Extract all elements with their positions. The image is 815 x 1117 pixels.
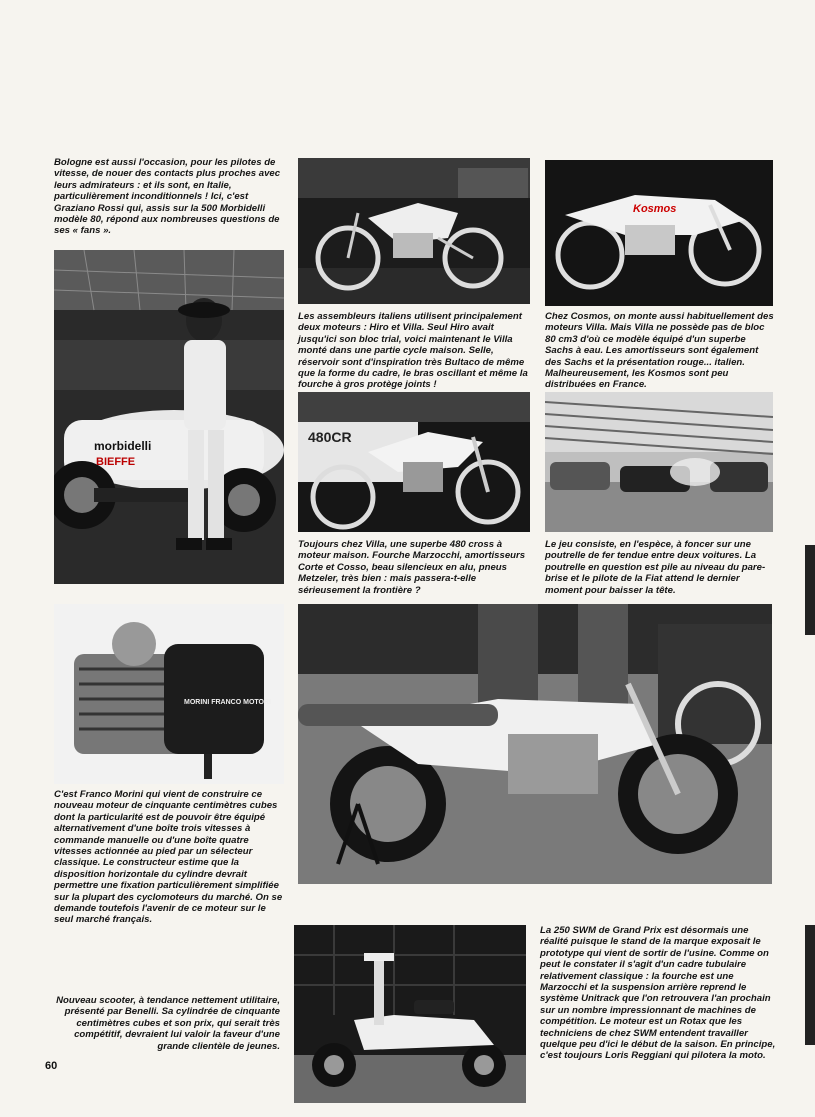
caption-villa: Toujours chez Villa, une superbe 480 cross à moteur maison. Fourche Marzocchi, amortisseurs Corte et Cosso, beau silencieux en alu, pneus Metzeler, très bien : mais passera-t-elle sérieusement la frontière ? xyxy=(298,539,526,596)
photo-label-kosmos: Kosmos xyxy=(633,203,677,215)
page-number: 60 xyxy=(45,1060,58,1072)
edge-strip-2 xyxy=(805,925,815,1045)
photo-label-morini: MORINI FRANCO MOTORI xyxy=(184,699,271,706)
photo-label-villa480: 480CR xyxy=(308,429,352,445)
photo-villa-480-cross xyxy=(298,392,530,532)
photo-label-bieffe: BIEFFE xyxy=(96,456,136,468)
caption-morini: C'est Franco Morini qui vient de construire ce nouveau moteur de cinquante centimètres cubes dont la particularité est de pouvoir être équipé alternativement d'une boîte trois vitesses à commande manuelle ou d'une boîte quatre vitesses actionnée au pied par un sélecteur classique. Le constructeur estime que la disposition horizontale du cylindre devrait permettre une fixation particulièrement simplifiée sur la plupart des cyclomoteurs du marché. On se demande toutefois l'avenir de ce moteur sur le seul marché français. xyxy=(54,789,283,926)
caption-swm: La 250 SWM de Grand Prix est désormais une réalité puisque le stand de la marque exposait le prototype qui vient de sortir de l'usine. Comme on peut le constater il s'agit d'un cadre tubulaire relativement classique : la fourche est une Marzocchi et la suspension arrière reprend le système Unitrack que l'on retrouvera l'an prochain sur un nombre impressionnant de machines de compétition. Le moteur est un Rotax que les techniciens de chez SWM entendent travailler quelque peu d'ici le début de la saison. En principe, c'est toujours Loris Reggiani qui pilotera la moto. xyxy=(540,925,776,1062)
caption-jeu: Le jeu consiste, en l'espèce, à foncer sur une poutrelle de fer tendue entre deux voitures. La poutrelle en question est pile au niveau du pare-brise et le pilote de la Fiat attend le dernier moment pour baisser la tête. xyxy=(545,539,766,596)
photo-trial-bike xyxy=(298,158,530,304)
photo-rossi-morbidelli xyxy=(54,250,284,584)
photo-benelli-scooter xyxy=(294,925,526,1103)
photo-morini-engine xyxy=(54,604,284,784)
caption-cosmos: Chez Cosmos, on monte aussi habituellement des moteurs Villa. Mais Villa ne possède pas de bloc 80 cm3 d'où ce modèle équipé d'un superbe Sachs à eau. Les amortisseurs sont également des Sachs et la présentation rouge... italien. Malheureusement, les Kosmos sont peu distribuées en France. xyxy=(545,311,774,391)
edge-strip-1 xyxy=(805,545,815,635)
photo-kosmos-bike xyxy=(545,160,773,306)
caption-bologne: Bologne est aussi l'occasion, pour les pilotes de vitesse, de nouer des contacts plus proches avec leurs admirateurs : et ils sont, en Italie, particulièrement inconditionnels ! Ici, c'est Graziano Rossi qui, assis sur la 500 Morbidelli modèle 80, répond aux nombreuses questions de ses « fans ». xyxy=(54,157,281,237)
photo-swm-250-gp xyxy=(298,604,772,884)
caption-assembleurs: Les assembleurs italiens utilisent principalement deux moteurs : Hiro et Villa. Seul Hiro avait jusqu'ici son bloc trial, voici maintenant le Villa monté dans une partie cycle maison. Selle, réservoir sont d'inspiration très Bultaco de même que la forme du cadre, le bras oscillant et même la fourche à gros protège joints ! xyxy=(298,311,528,391)
photo-car-stunt xyxy=(545,392,773,532)
caption-scooter: Nouveau scooter, à tendance nettement utilitaire, présenté par Benelli. Sa cylindrée de cinquante centimètres cubes et son prix, qui serait très compétitif, devraient lui valoir la faveur d'une grande clientèle de jeunes. xyxy=(56,995,280,1052)
photo-label-morbidelli: morbidelli xyxy=(94,439,152,453)
